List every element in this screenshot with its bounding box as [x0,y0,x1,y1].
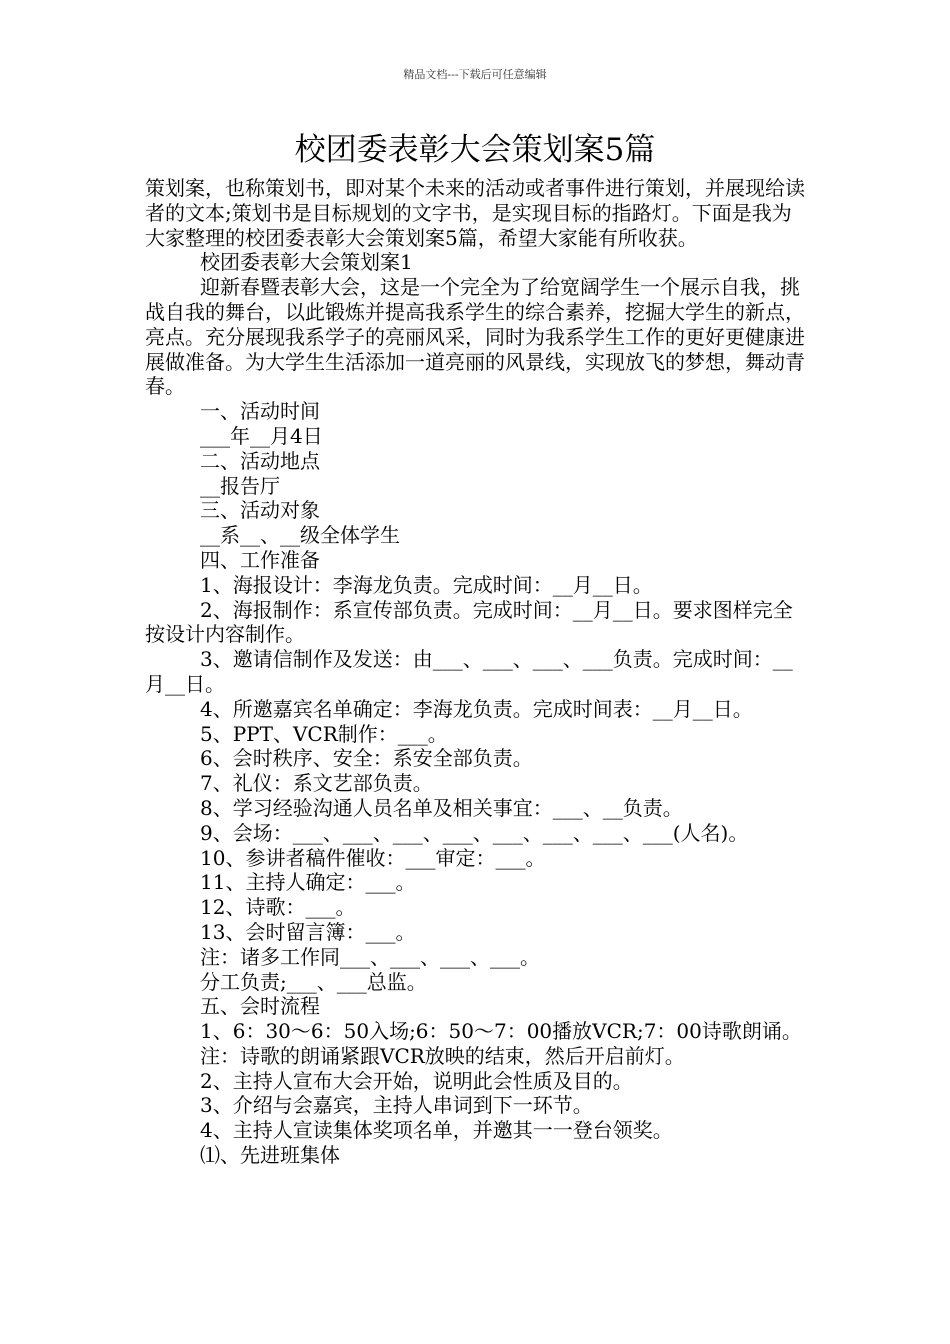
body-paragraph: 一、活动时间 [200,399,320,424]
body-paragraph: 10、参讲者稿件催收：___审定：___。 [200,845,546,870]
body-paragraph: __系__、__级全体学生 [200,523,400,548]
body-paragraph: 二、活动地点 [200,448,320,473]
body-paragraph: 五、会时流程 [200,994,320,1019]
body-paragraph: 校团委表彰大会策划案1 [200,250,413,275]
body-paragraph: 12、诗歌：___。 [200,895,356,920]
body-paragraph: 3、介绍与会嘉宾，主持人串词到下一环节。 [200,1093,593,1118]
body-paragraph: 三、活动对象 [200,498,320,523]
body-paragraph: 1、6：30～6：50入场;6：50～7：00播放VCR;7：00诗歌朗诵。 [200,1019,802,1044]
body-paragraph: 5、PPT、VCR制作：___。 [200,721,448,746]
body-paragraph: 7、礼仪：系文艺部负责。 [200,771,433,796]
body-paragraph: ___年__月4日 [200,423,323,448]
body-paragraph: 1、海报设计：李海龙负责。完成时间：__月__日。 [200,572,653,597]
body-paragraph: 8、学习经验沟通人员名单及相关事宜：___、__负责。 [200,795,683,820]
body-paragraph: 2、海报制作：系宣传部负责。完成时间：__月__日。要求图样完全按设计内容制作。 [145,597,793,647]
body-paragraph: 4、主持人宣读集体奖项名单，并邀其一一登台领奖。 [200,1118,673,1143]
body-paragraph: 13、会时留言簿：___。 [200,919,416,944]
document-body [145,176,807,1168]
body-paragraph: __报告厅 [200,473,280,498]
header-note: 精品文档---下载后可任意编辑 [403,68,547,81]
body-paragraph: 2、主持人宣布大会开始，说明此会性质及目的。 [200,1068,633,1093]
body-paragraph: 3、邀请信制作及发送：由___、___、___、___负责。完成时间：__月__日。 [145,647,793,696]
body-paragraph: 6、会时秩序、安全：系安全部负责。 [200,746,533,771]
body-paragraph: 11、主持人确定：___。 [200,870,416,895]
body-paragraph: 注：诗歌的朗诵紧跟VCR放映的结束，然后开启前灯。 [200,1043,685,1068]
document-title: 校团委表彰大会策划案5篇 [294,132,656,168]
body-paragraph: 四、工作准备 [200,547,320,572]
body-paragraph: 迎新春暨表彰大会，这是一个完全为了给宽阔学生一个展示自我，挑战自我的舞台，以此锻炼并提高我系学生的综合素养，挖掘大学生的新点，亮点。充分展现我系学子的亮丽风采，同时为我系学生工作的更好更健康进展做准备。为大学生生活添加一道亮丽的风景线，实现放飞的梦想，舞动青春。 [145,275,805,399]
body-paragraph: 策划案，也称策划书，即对某个未来的活动或者事件进行策划，并展现给读者的文本;策划书是目标规划的文字书，是实现目标的指路灯。下面是我为大家整理的校团委表彰大会策划案5篇，希望大家能有所收获。 [145,176,805,250]
body-paragraph: ⑴、先进班集体 [200,1143,340,1168]
body-paragraph: 注：诸多工作同___、___、___、___。 [200,944,540,969]
body-paragraph: 9、会场：___、___、___、___、___、___、___、___(人名)。 [200,820,749,845]
body-paragraph: 分工负责;___、___总监。 [200,969,427,994]
body-paragraph: 4、所邀嘉宾名单确定：李海龙负责。完成时间表：__月__日。 [200,696,753,721]
